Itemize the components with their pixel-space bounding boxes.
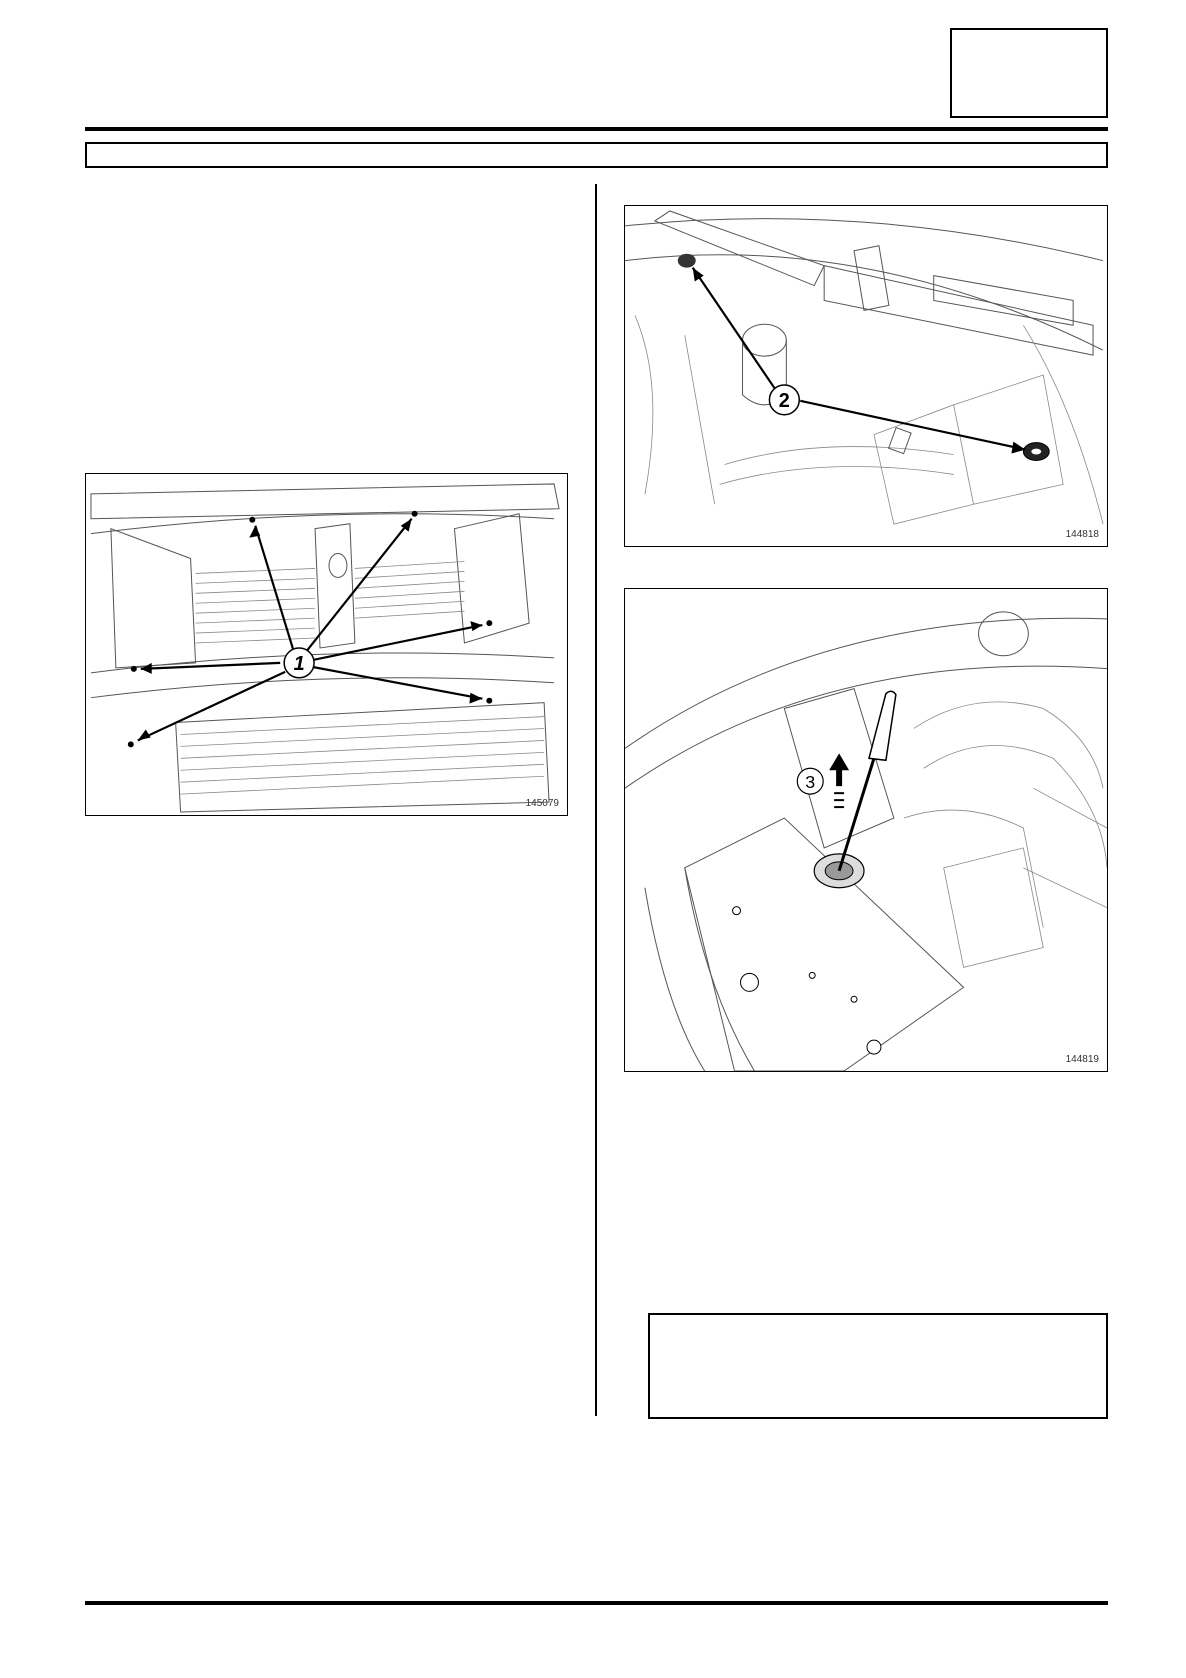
callout-3: 3: [805, 772, 816, 793]
crossmember-illustration: [625, 206, 1107, 546]
note-box: [648, 1313, 1108, 1419]
figure-number: 144819: [1065, 1054, 1099, 1065]
callout-2: 2: [778, 389, 790, 412]
plug-removal-illustration: [625, 589, 1107, 1071]
callout-1: 1: [293, 652, 305, 675]
column-divider: [595, 184, 597, 1416]
header-rule: [85, 127, 1108, 131]
figure-radiator-fasteners: [85, 473, 568, 816]
figure-number: 144818: [1065, 529, 1099, 540]
footer-rule: [85, 1601, 1108, 1605]
radiator-illustration: [86, 474, 567, 815]
figure-plug-removal: [624, 588, 1108, 1072]
section-title-bar: [85, 142, 1108, 168]
figure-upper-crossmember: [624, 205, 1108, 547]
chapter-box: [950, 28, 1108, 118]
figure-number: 145079: [525, 798, 559, 809]
